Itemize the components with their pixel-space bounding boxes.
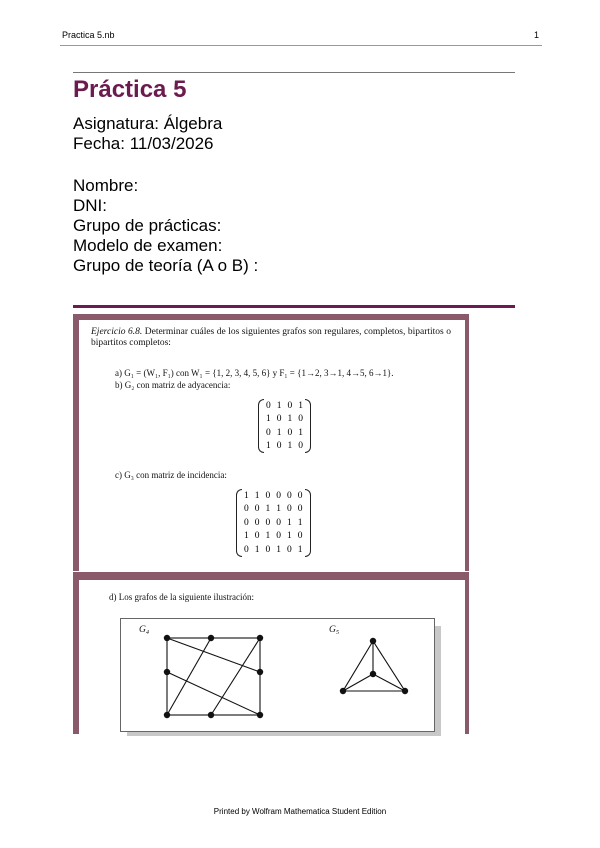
graph-g4: [167, 638, 260, 715]
adjacency-matrix-cell: 1: [276, 427, 282, 438]
print-footer: Printed by Wolfram Mathematica Student Edition: [213, 807, 387, 816]
adjacency-matrix-cell: 0: [276, 441, 282, 452]
incidence-matrix-cell: 0: [287, 504, 292, 515]
notebook-filename: Practica 5.nb: [62, 30, 115, 40]
incidence-matrix-row: [241, 516, 306, 530]
incidence-matrix-cell: 0: [254, 517, 260, 528]
exercise-scan: [73, 314, 469, 734]
graph-g5: [343, 641, 405, 691]
incidence-matrix-cell: 0: [244, 517, 249, 528]
incidence-matrix-cell: 0: [297, 504, 303, 515]
incidence-matrix-cell: 1: [244, 531, 249, 542]
graph-g5-vertices: [340, 638, 408, 694]
adjacency-matrix-cell: 0: [266, 400, 271, 411]
incidence-matrix-cell: 0: [265, 517, 271, 528]
incidence-matrix-cell: 1: [254, 490, 260, 501]
incidence-matrix-cell: 0: [244, 504, 249, 515]
adjacency-matrix-cell: 1: [266, 441, 271, 452]
incidence-matrix: [241, 489, 306, 557]
exam-model-label: Modelo de examen:: [73, 236, 223, 255]
incidence-matrix-row: [241, 543, 306, 557]
incidence-matrix-cell: 0: [265, 544, 271, 555]
theory-group-label: Grupo de teoría (A o B) :: [73, 256, 259, 275]
adjacency-matrix-cell: 0: [266, 427, 271, 438]
incidence-matrix-cell: 0: [254, 531, 260, 542]
name-field-label: Nombre:: [73, 176, 139, 195]
adjacency-matrix-cell: 1: [298, 427, 303, 438]
subject-line: Asignatura: Álgebra: [73, 114, 223, 133]
graphs-drawing: [121, 619, 434, 731]
incidence-matrix-cell: 1: [276, 544, 281, 555]
graph-g4-vertices: [164, 635, 263, 718]
adjacency-matrix-cell: 0: [276, 414, 282, 425]
incidence-matrix-cell: 0: [287, 544, 292, 555]
incidence-matrix-cell: 0: [265, 490, 271, 501]
exercise-number: Ejercicio 6.8.: [91, 327, 143, 337]
incidence-matrix-cell: 0: [276, 490, 281, 501]
incidence-matrix-row: [241, 489, 306, 503]
incidence-matrix-cell: 0: [276, 531, 281, 542]
section-divider: [73, 305, 515, 308]
adjacency-matrix-row: [263, 440, 306, 454]
adjacency-matrix-cell: 1: [287, 414, 293, 425]
adjacency-matrix-cell: 0: [298, 414, 303, 425]
exercise-text: Determinar cuáles de los siguientes grafos son regulares, completos, bipartitos o bipartitos completos:: [91, 327, 452, 348]
exercise-item-a: a) G₁ = (W₁, F₁) con W₁ = {1, 2, 3, 4, 5, 6} y F₁ = {1→2, 3→1, 4→5, 6→1}.: [115, 368, 394, 378]
page-number: 1: [534, 30, 540, 40]
incidence-matrix-row: [241, 503, 306, 517]
incidence-matrix-row: [241, 530, 306, 544]
incidence-matrix-cell: 1: [265, 531, 271, 542]
incidence-matrix-cell: 0: [244, 544, 249, 555]
adjacency-matrix-cell: 1: [276, 400, 282, 411]
adjacency-matrix-cell: 1: [287, 441, 293, 452]
page-title: Práctica 5: [73, 76, 187, 103]
adjacency-matrix-cell: 0: [287, 400, 293, 411]
exercise-item-c: c) G₃ con matriz de incidencia:: [115, 470, 227, 480]
exercise-scan-part-1: [73, 314, 469, 571]
date-line: Fecha: 11/03/2026: [73, 134, 214, 153]
practice-group-label: Grupo de prácticas:: [73, 216, 222, 235]
incidence-matrix-cell: 0: [276, 517, 281, 528]
incidence-matrix-cell: 1: [287, 531, 292, 542]
adjacency-matrix-row: [263, 399, 306, 413]
adjacency-matrix-row: [263, 426, 306, 440]
exercise-item-b: b) G₂ con matriz de adyacencia:: [115, 380, 231, 390]
header-divider: [60, 45, 542, 46]
incidence-matrix-cell: 1: [276, 504, 281, 515]
incidence-matrix-cell: 1: [244, 490, 249, 501]
adjacency-matrix-cell: 0: [298, 441, 303, 452]
incidence-matrix-cell: 1: [265, 504, 271, 515]
adjacency-matrix-cell: 0: [287, 427, 293, 438]
exercise-statement: [91, 327, 451, 349]
incidence-matrix-cell: 0: [287, 490, 292, 501]
adjacency-matrix-row: [263, 413, 306, 427]
incidence-matrix-cell: 1: [297, 544, 303, 555]
incidence-matrix-cell: 0: [297, 531, 303, 542]
exercise-item-d: d) Los grafos de la siguiente ilustración:: [109, 592, 254, 602]
incidence-matrix-cell: 0: [254, 504, 260, 515]
incidence-matrix-cell: 1: [287, 517, 292, 528]
incidence-matrix-cell: 1: [254, 544, 260, 555]
adjacency-matrix-cell: 1: [266, 414, 271, 425]
title-divider: [73, 72, 515, 73]
graph-g5-label: G₅: [329, 625, 340, 635]
adjacency-matrix: [263, 399, 306, 453]
graphs-figure: [120, 618, 435, 732]
incidence-matrix-cell: 0: [297, 490, 303, 501]
graph-g4-label: G₄: [139, 625, 150, 635]
exercise-scan-part-2: [73, 572, 469, 734]
dni-field-label: DNI:: [73, 196, 107, 215]
adjacency-matrix-cell: 1: [298, 400, 303, 411]
incidence-matrix-cell: 1: [297, 517, 303, 528]
